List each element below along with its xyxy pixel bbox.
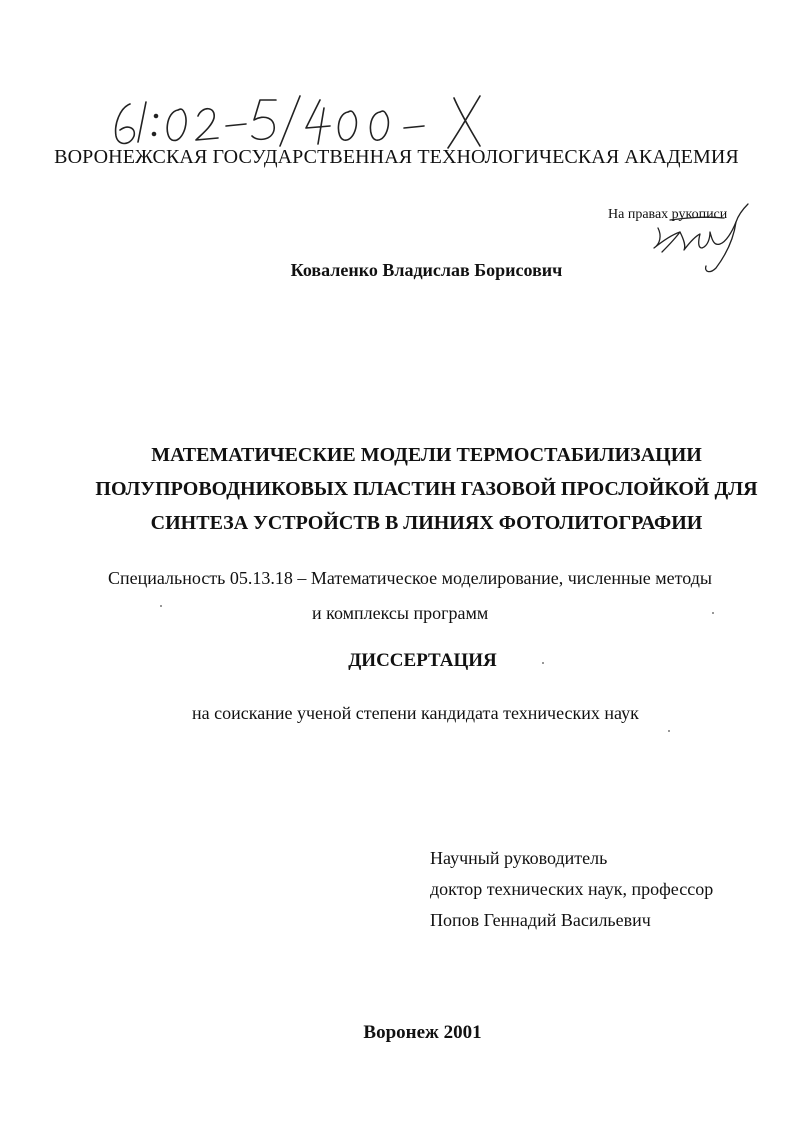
thesis-title-line-1: МАТЕМАТИЧЕСКИЕ МОДЕЛИ ТЕРМОСТАБИЛИЗАЦИИ: [151, 444, 702, 466]
rights-note: На правах рукописи: [608, 207, 728, 222]
thesis-title-line-3: СИНТЕЗА УСТРОЙСТВ В ЛИНИЯХ ФОТОЛИТОГРАФИИ: [150, 512, 703, 534]
scan-speck: [668, 730, 670, 732]
author-name: Коваленко Владислав Борисович: [290, 260, 563, 280]
scan-speck: [542, 662, 544, 664]
supervisor-rank: доктор технических наук, профессор: [430, 879, 714, 899]
city-year: Воронеж 2001: [363, 1022, 482, 1043]
institution-name: ВОРОНЕЖСКАЯ ГОСУДАРСТВЕННАЯ ТЕХНОЛОГИЧЕСКАЯ АКАДЕМИЯ: [54, 146, 739, 168]
supervisor-block: [430, 843, 713, 936]
degree-statement: на соискание ученой степени кандидата технических наук: [192, 703, 639, 723]
scan-speck: [712, 612, 714, 614]
thesis-title: [0, 438, 793, 540]
supervisor-role: Научный руководитель: [430, 848, 608, 868]
specialty-line-1: Специальность 05.13.18 – Математическое моделирование, численные методы: [108, 568, 712, 588]
thesis-title-line-2: ПОЛУПРОВОДНИКОВЫХ ПЛАСТИН ГАЗОВОЙ ПРОСЛОЙКОЙ ДЛЯ: [95, 478, 758, 500]
scan-speck: [160, 605, 162, 607]
supervisor-name: Попов Геннадий Васильевич: [430, 910, 651, 930]
specialty-line-2: и комплексы программ: [312, 603, 489, 623]
document-type: ДИССЕРТАЦИЯ: [348, 650, 497, 671]
